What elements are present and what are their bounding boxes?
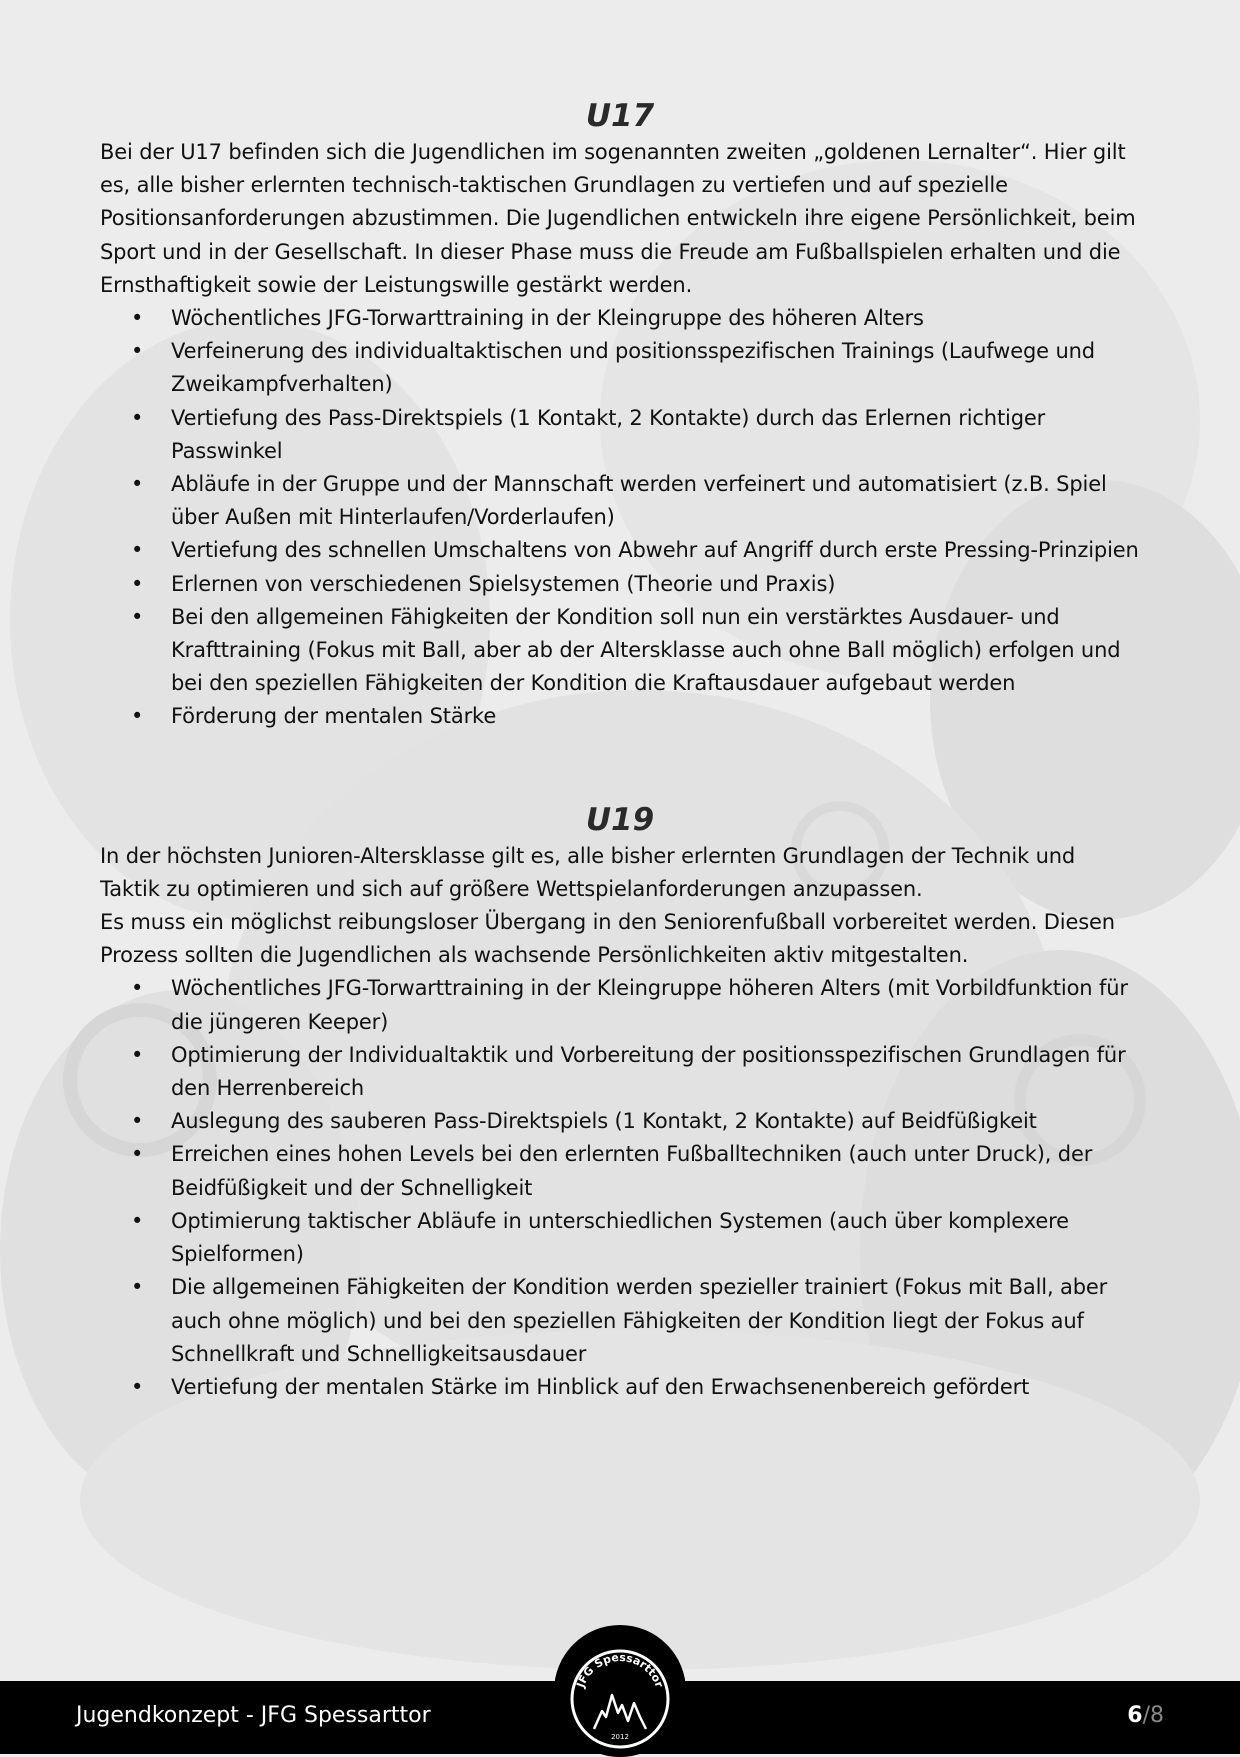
bullet-icon: • (131, 704, 144, 729)
document-content (100, 96, 1140, 1404)
section-intro-u19-second: Es muss ein möglichst reibungsloser Übergang in den Seniorenfußball vorbereitet werden. Diesen Prozess sollten die Jugendlichen als wachsende Persönlichkeiten aktiv mitgestalten. (100, 910, 1115, 968)
list-item-text: Die allgemeinen Fähigkeiten der Kondition werden spezieller trainiert (Fokus mit Ball, aber auch ohne möglich) und bei den speziellen Fähigkeiten der Kondition liegt der Fokus auf Schnellkraft und Schnelligkeitsausdauer (171, 1275, 1108, 1366)
list-item (131, 568, 1140, 601)
bullet-icon: • (131, 1208, 144, 1233)
bullet-icon: • (131, 604, 144, 629)
logo-year: 2012 (611, 1733, 629, 1741)
bullet-icon: • (131, 1275, 144, 1300)
section-u19 (100, 800, 1140, 1404)
bullet-icon: • (131, 472, 144, 497)
section-u17 (100, 96, 1140, 734)
footer-title: Jugendkonzept - JFG Spessarttor (76, 1703, 431, 1728)
list-item (131, 1138, 1140, 1204)
list-item (131, 972, 1140, 1038)
bullet-icon: • (131, 405, 144, 430)
logo-name: JFG Spessarttor (574, 1650, 666, 1690)
bullet-list-u19 (100, 972, 1140, 1404)
list-item (131, 402, 1140, 468)
bullet-icon: • (131, 1109, 144, 1134)
section-intro-u19: In der höchsten Junioren-Altersklasse gilt es, alle bisher erlernten Grundlagen der Technik und Taktik zu optimieren und sich auf größere Wettspielanforderungen anzupassen. (100, 843, 1076, 901)
bullet-icon: • (131, 339, 144, 364)
list-item-text: Vertiefung des Pass-Direktspiels (1 Kontakt, 2 Kontakte) durch das Erlernen richtiger Passwinkel (171, 405, 1046, 463)
list-item (131, 534, 1140, 567)
page-total: 8 (1150, 1703, 1164, 1728)
bullet-icon: • (131, 1042, 144, 1067)
list-item (131, 335, 1140, 401)
list-item-text: Vertiefung des schnellen Umschaltens von Abwehr auf Angriff durch erste Pressing-Prinzipien (171, 538, 1139, 563)
club-logo-icon (554, 1625, 686, 1757)
bullet-icon: • (131, 571, 144, 596)
section-title-u17: U17 (585, 98, 655, 134)
bullet-icon: • (131, 1374, 144, 1399)
list-item (131, 1039, 1140, 1105)
section-title-u19: U19 (585, 801, 655, 838)
list-item-text: Optimierung der Individualtaktik und Vorbereitung der positionsspezifischen Grundlagen für den Herrenbereich (171, 1042, 1126, 1101)
list-item-text: Erlernen von verschiedenen Spielsystemen (Theorie und Praxis) (171, 571, 836, 596)
list-item (131, 468, 1140, 534)
bullet-icon: • (131, 976, 144, 1001)
list-item-text: Verfeinerung des individualtaktischen und positionsspezifischen Trainings (Laufwege und Zweikampfverhalten) (171, 339, 1095, 397)
list-item (131, 1371, 1140, 1404)
page-current: 6 (1127, 1703, 1143, 1728)
bullet-list-u17 (100, 302, 1140, 734)
list-item-text: Bei den allgemeinen Fähigkeiten der Kondition soll nun ein verstärktes Ausdauer- und Krafttraining (Fokus mit Ball, aber ab der Altersklasse auch ohne Ball möglich) erfolgen und bei den speziellen Fähigkeiten der Kondition die Kraftausdauer aufgebaut werden (171, 604, 1121, 696)
list-item-text: Wöchentliches JFG-Torwarttraining in der Kleingruppe des höheren Alters (171, 306, 924, 331)
page-number (1127, 1701, 1164, 1731)
list-item-text: Förderung der mentalen Stärke (171, 704, 497, 729)
list-item-text: Abläufe in der Gruppe und der Mannschaft werden verfeinert und automatisiert (z.B. Spiel über Außen mit Hinterlaufen/Vorderlaufen) (171, 472, 1107, 530)
list-item-text: Auslegung des sauberen Pass-Direktspiels (1 Kontakt, 2 Kontakte) auf Beidfüßigkeit (171, 1109, 1037, 1134)
list-item (131, 601, 1140, 701)
section-intro-u17: Bei der U17 befinden sich die Jugendlichen im sogenannten zweiten „goldenen Lernalter“. Hier gilt es, alle bisher erlernten technisch-taktischen Grundlagen zu vertiefen und auf spezielle Positionsanforderungen abzustimmen. Die Jugendlichen entwickeln ihre eigene Persönlichkeit, beim Sport und in der Gesellschaft. In dieser Phase muss die Freude am Fußballspielen erhalten und die Ernsthaftigkeit sowie der Leistungswille gestärkt werden. (100, 140, 1136, 297)
list-item (131, 1105, 1140, 1138)
list-item (131, 700, 1140, 733)
bullet-icon: • (131, 1142, 144, 1167)
list-item (131, 1271, 1140, 1371)
bullet-icon: • (131, 306, 144, 331)
page-separator: / (1142, 1703, 1150, 1728)
list-item (131, 1205, 1140, 1271)
list-item-text: Vertiefung der mentalen Stärke im Hinblick auf den Erwachsenenbereich gefördert (171, 1374, 1030, 1399)
bullet-icon: • (131, 538, 144, 563)
list-item-text: Erreichen eines hohen Levels bei den erlernten Fußballtechniken (auch unter Druck), der Beidfüßigkeit und der Schnelligkeit (171, 1142, 1093, 1200)
list-item (131, 302, 1140, 335)
list-item-text: Wöchentliches JFG-Torwarttraining in der Kleingruppe höheren Alters (mit Vorbildfunktion für die jüngeren Keeper) (171, 976, 1128, 1034)
list-item-text: Optimierung taktischer Abläufe in unterschiedlichen Systemen (auch über komplexere Spielformen) (171, 1208, 1069, 1267)
